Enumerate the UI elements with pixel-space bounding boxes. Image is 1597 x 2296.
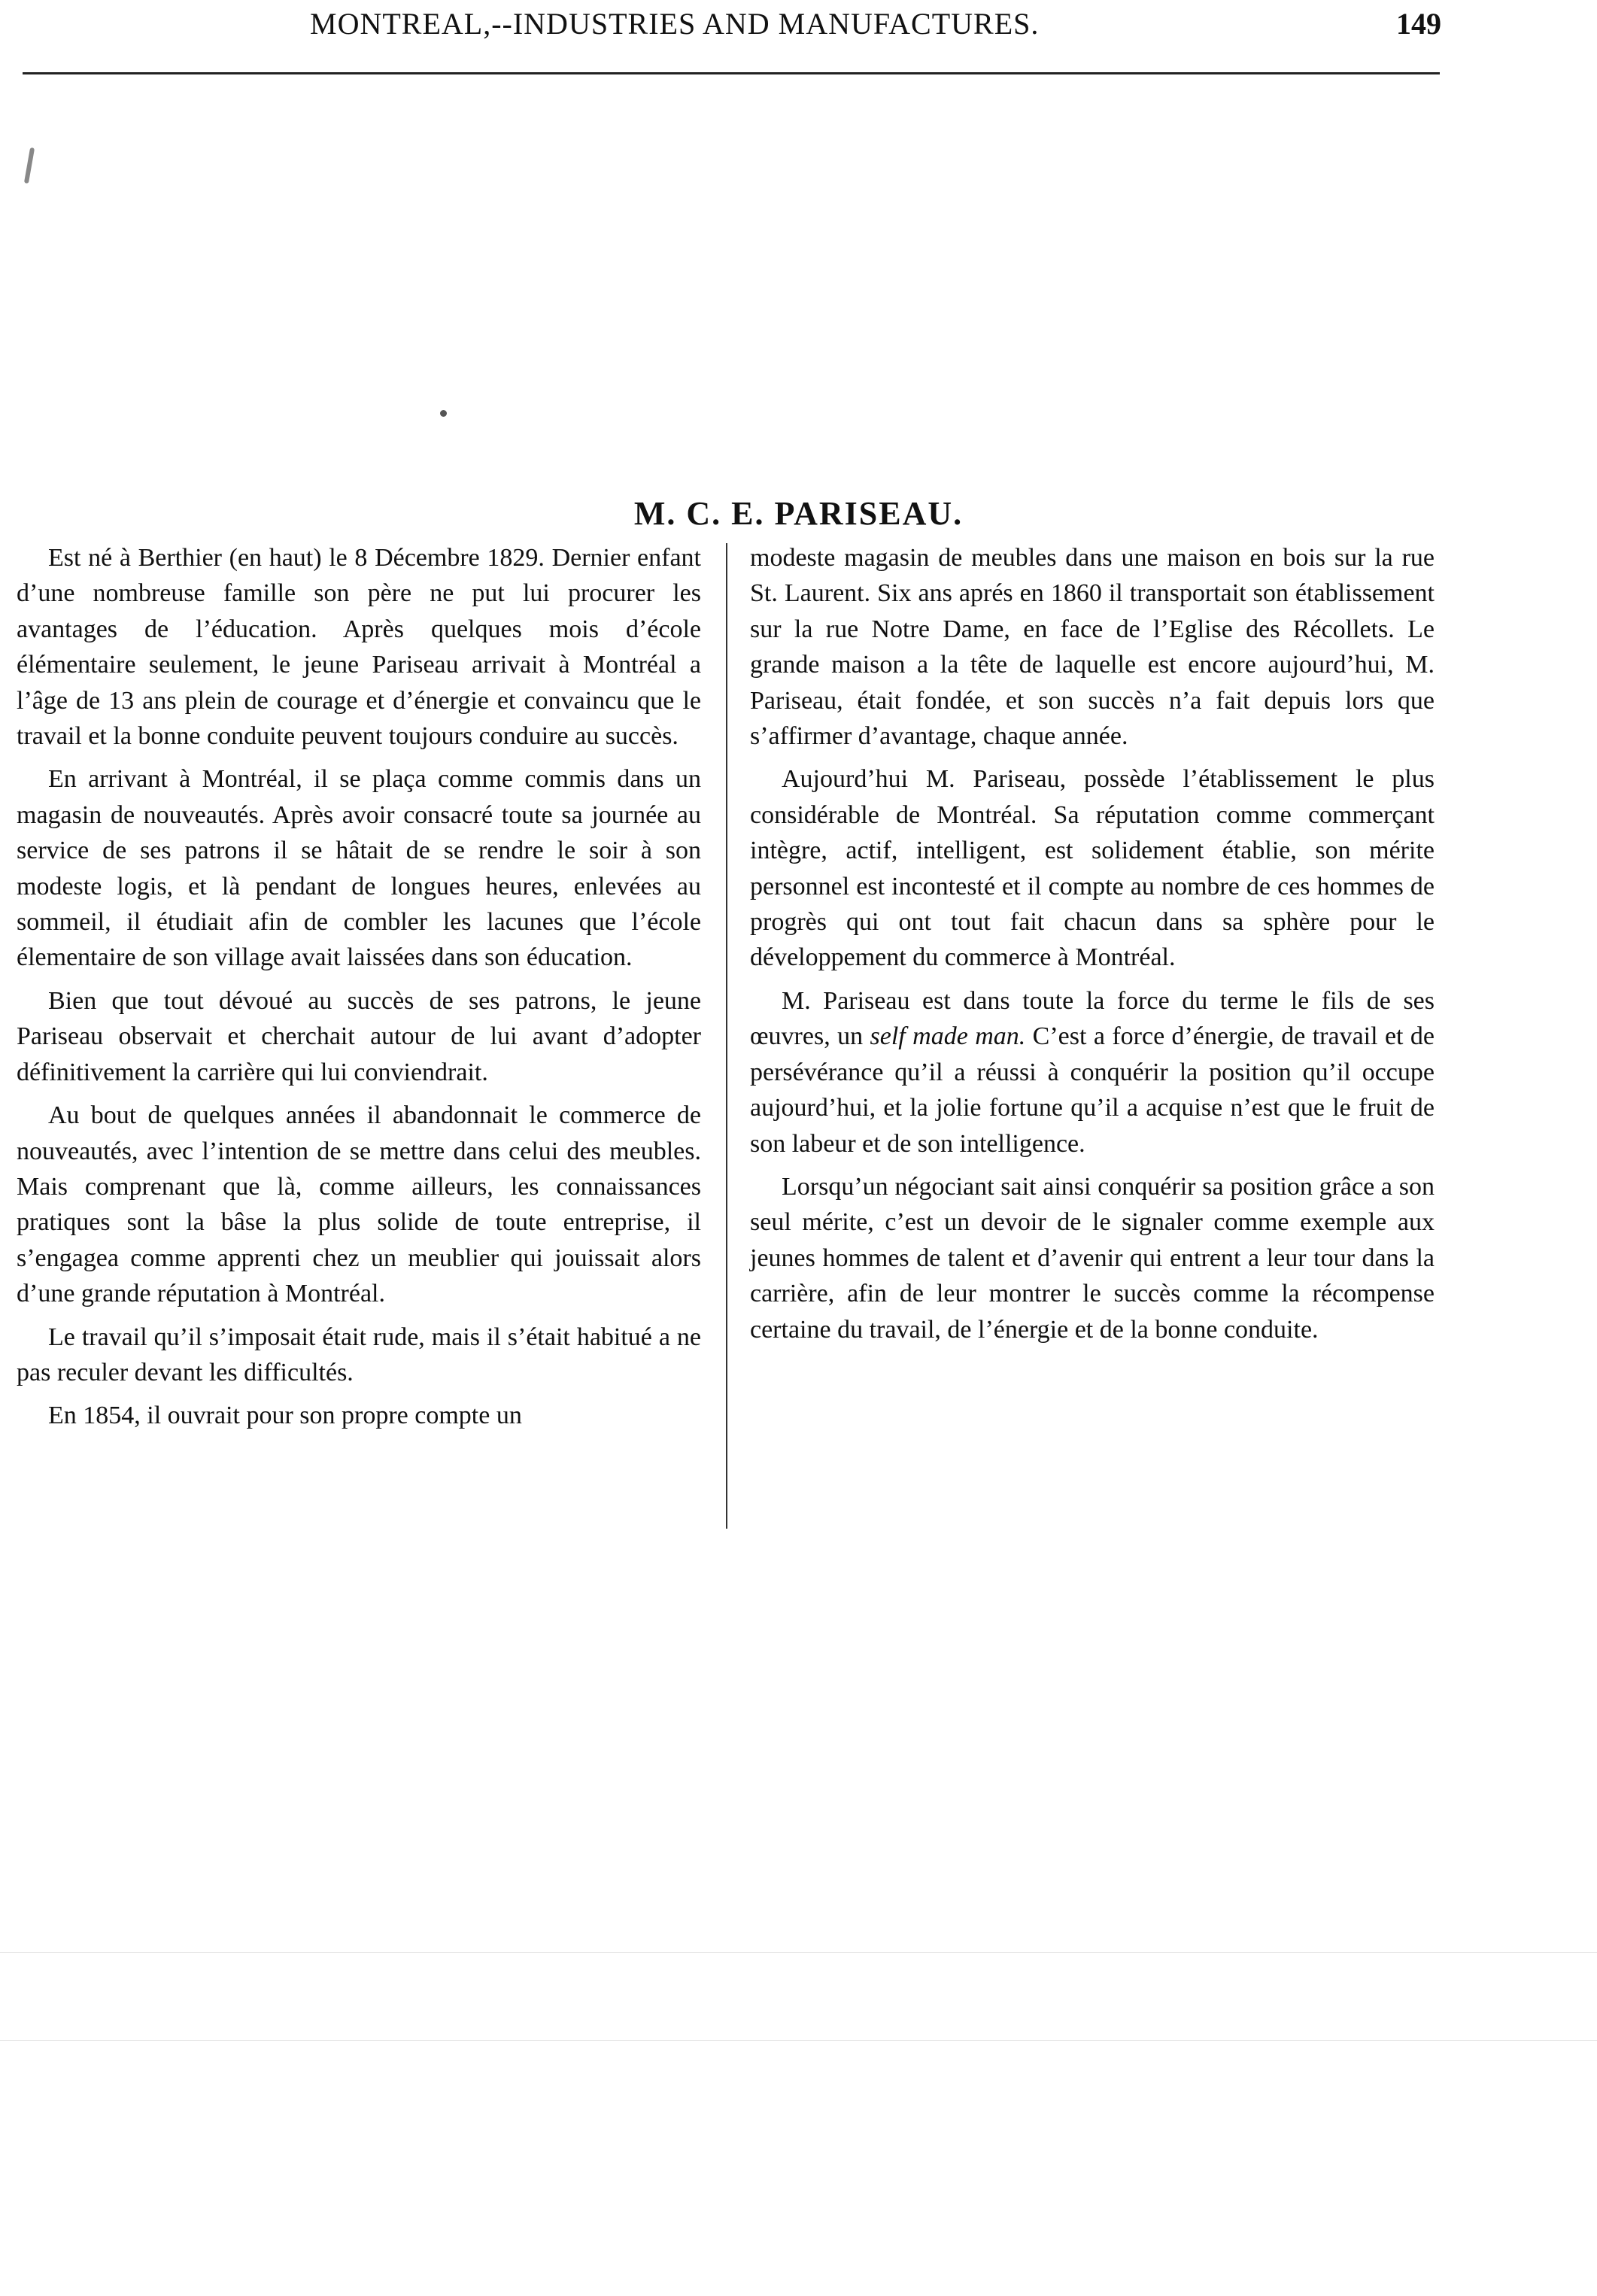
column-divider <box>726 543 727 1529</box>
paragraph: Au bout de quelques années il abandonnait le commerce de nouveautés, avec l’intention de se mettre dans celui des meubles. Mais comprenant que là, comme ailleurs, les connaissances pratiques sont la bâse la plus solide de toute entreprise, il s’engagea comme apprenti chez un meublier qui jouissait alors d’une grande réputation à Montréal. <box>17 1101 701 1308</box>
paragraph: Bien que tout dévoué au succès de ses patrons, le jeune Pariseau observait et cherchait autour de lui avant d’adopter définitivement la carrière qui lui conviendrait. <box>17 986 701 1086</box>
running-header-title: MONTREAL,--INDUSTRIES AND MANUFACTURES. <box>310 7 1040 41</box>
paragraph-continuation: modeste magasin de meubles dans une maison en bois sur la rue St. Laurent. Six ans aprés en 1860 il transportait son établissement sur la rue Notre Dame, en face de l’Eglise des Récollets. Le grande maison a la tête de laquelle est encore aujourd’hui, M. Pariseau, était fondée, et son succès n’a fait depuis lors que s’affirmer d’avantage, chaque année. <box>750 544 1435 751</box>
page-number: 149 <box>1396 7 1441 41</box>
paragraph: Lorsqu’un négociant sait ainsi conquérir sa position grâce a son seul mérite, c’est un devoir de le signaler comme exemple aux jeunes hommes de talent et d’avenir qui entrent a leur tour dans la carrière, afin de leur montrer le succès comme la récompense certaine du travail, de l’énergie et de la bonne conduite. <box>750 1172 1435 1344</box>
scan-speck <box>24 147 35 184</box>
scan-artifact-line <box>0 2040 1597 2041</box>
paragraph: Aujourd’hui M. Pariseau, possède l’établissement le plus considérable de Montréal. Sa réputation comme commerçant intègre, actif, intelligent, est solidement établie, son mérite personnel est incontesté et il compte au nombre de ces hommes de progrès qui ont tout fait chacun dans sa sphère pour le développement du commerce à Montréal. <box>750 765 1435 972</box>
paragraph-text: M. Pariseau est dans toute la force du terme le fils de ses œuvres, un <box>750 986 1435 1051</box>
paragraph <box>750 983 1435 1162</box>
scan-artifact-line <box>0 1952 1597 1953</box>
scan-speck <box>440 410 447 417</box>
paragraph: Le travail qu’il s’imposait était rude, mais il s’était habitué a ne pas reculer devant les difficultés. <box>17 1323 701 1386</box>
left-column <box>17 540 701 1441</box>
paragraph: En 1854, il ouvrait pour son propre compte un <box>48 1402 522 1430</box>
running-header <box>30 6 1441 51</box>
paragraph: Est né à Berthier (en haut) le 8 Décembre 1829. Dernier enfant d’une nombreuse famille son père ne put lui procurer les avantages de l’éducation. Après quelques mois d’école élémentaire seulement, le jeune Pariseau arrivait à Montréal a l’âge de 13 ans plein de courage et d’énergie et convaincu que le travail et la bonne conduite peuvent toujours conduire au succès. <box>17 544 701 751</box>
italic-phrase: self made man. <box>870 1022 1026 1051</box>
article-title: M. C. E. PARISEAU. <box>633 495 964 533</box>
paragraph: En arrivant à Montréal, il se plaça comme commis dans un magasin de nouveautés. Après avoir consacré toute sa journée au service de ses patrons il se hâtait de se rendre le soir à son modeste logis, et là pendant de longues heures, enlevées au sommeil, il étudiait afin de combler les lacunes que l’école élementaire de son village avait laissées dans son éducation. <box>17 765 701 972</box>
paragraph-text: C’est a force d’énergie, de travail et de persévérance qu’il a réussi à conquérir la position qu’il occupe aujourd’hui, et la jolie fortune qu’il a acquise n’est que le fruit de son labeur et de son intelligence. <box>750 1022 1435 1158</box>
right-column <box>750 540 1435 1355</box>
header-rule <box>23 72 1440 74</box>
